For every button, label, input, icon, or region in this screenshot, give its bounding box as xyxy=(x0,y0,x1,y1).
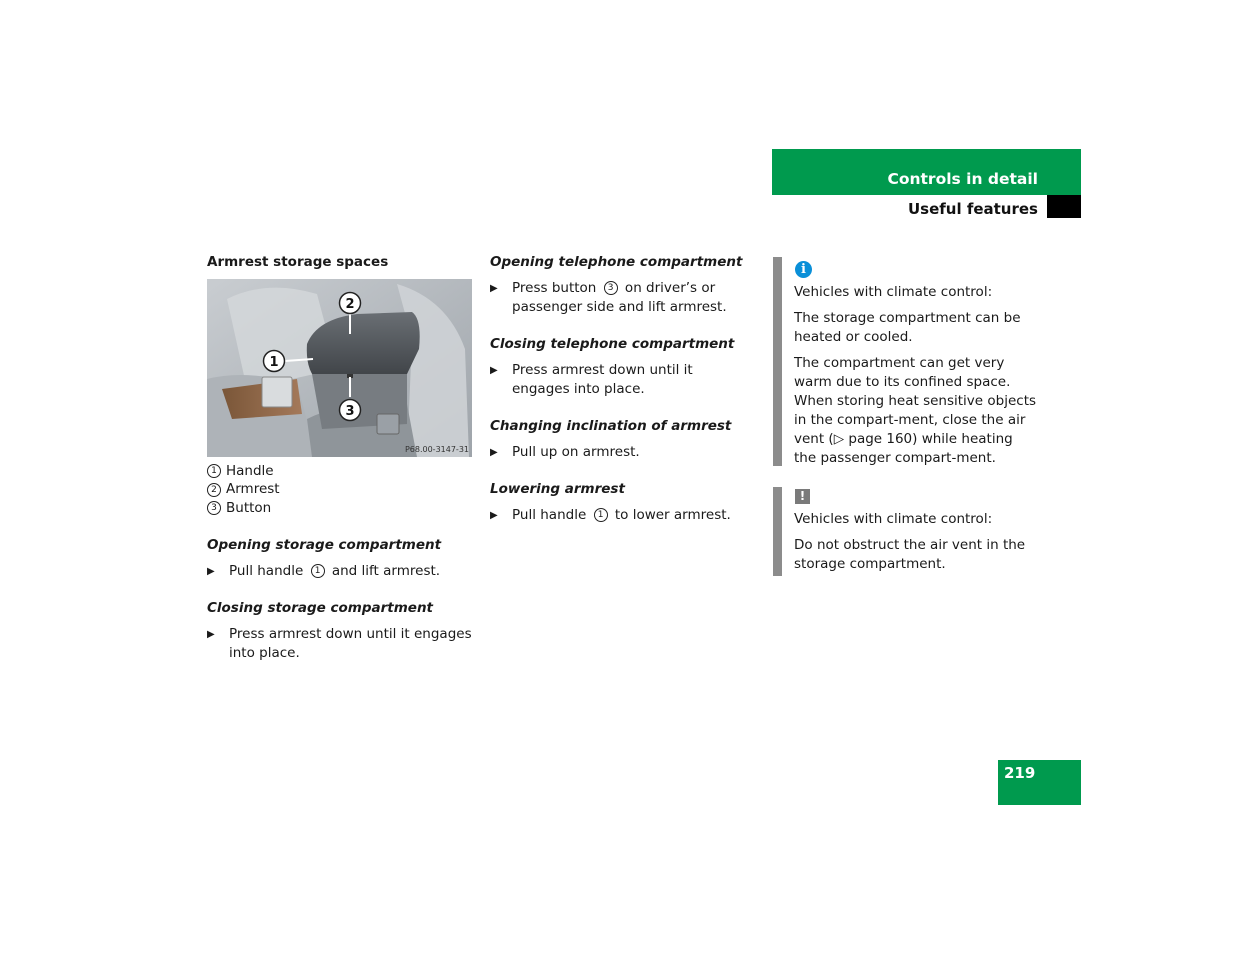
ref-number: 1 xyxy=(594,508,608,522)
section-title: Controls in detail xyxy=(887,170,1038,188)
svg-text:2: 2 xyxy=(345,297,355,312)
note-paragraph: Do not obstruct the air vent in the storage compartment. xyxy=(794,537,1026,572)
legend-item xyxy=(207,481,472,500)
section-subtitle: Closing storage compartment xyxy=(207,599,434,616)
section-subtitle: Opening storage compartment xyxy=(207,536,442,553)
figure-code: P68.00-3147-31 xyxy=(404,445,469,454)
page-number-box xyxy=(998,760,1081,805)
svg-text:3: 3 xyxy=(345,404,355,419)
legend-number: 3 xyxy=(207,501,221,515)
section-subtitle: Opening telephone compartment xyxy=(490,254,743,270)
instruction-step: ▶ Press armrest down until it engages into place. xyxy=(207,625,472,661)
armrest-heading: Armrest storage spaces xyxy=(207,254,389,270)
note-paragraph: Vehicles with climate control: xyxy=(794,511,993,527)
opening-telephone-section xyxy=(490,252,750,317)
subsection-title: Useful features xyxy=(907,200,1038,218)
page-number: 219 xyxy=(1004,764,1036,782)
instruction-step: ▶ Press armrest down until it engages into place. xyxy=(490,362,693,397)
armrest-illustration xyxy=(207,279,472,457)
bullet-arrow-icon: ▶ xyxy=(207,628,215,640)
note-paragraph: The storage compartment can be heated or cooled. xyxy=(794,310,1021,345)
legend-item xyxy=(207,499,472,518)
section-subtitle: Closing telephone compartment xyxy=(490,336,735,352)
svg-text:1: 1 xyxy=(269,355,279,370)
section-subtitle: Lowering armrest xyxy=(490,481,625,497)
bullet-arrow-icon: ▶ xyxy=(490,365,498,376)
instruction-step: ▶ Press button 3 on driver’s or passenger side and lift armrest. xyxy=(490,280,727,315)
ref-number: 1 xyxy=(311,564,325,578)
closing-telephone-section xyxy=(490,334,750,399)
left-column xyxy=(207,252,472,680)
ref-number: 3 xyxy=(604,281,618,295)
note-paragraph: Vehicles with climate control: xyxy=(794,284,993,300)
bullet-arrow-icon: ▶ xyxy=(490,447,498,458)
middle-column xyxy=(490,252,750,542)
instruction-step: ▶ Pull handle 1 to lower armrest. xyxy=(490,507,731,523)
legend-number: 1 xyxy=(207,464,221,478)
opening-storage-section xyxy=(207,535,472,581)
callout-3 xyxy=(340,400,361,421)
note-paragraph: The compartment can get very warm due to its confined space. When storing heat sensitive objects in the compart-ment, close the air vent (▷ page 160) while heating the passenger compart-ment. xyxy=(794,355,1037,466)
callout-1 xyxy=(264,351,285,372)
instruction-step: ▶ Pull handle 1 and lift armrest. xyxy=(207,562,441,579)
note-bar xyxy=(773,257,782,466)
legend-number: 2 xyxy=(207,483,221,497)
legend-label: Armrest xyxy=(226,481,280,498)
section-subtitle: Changing inclination of armrest xyxy=(490,418,732,434)
legend-label: Button xyxy=(226,499,272,516)
info-note xyxy=(773,257,1063,466)
note-bar xyxy=(773,487,782,576)
closing-storage-section xyxy=(207,598,472,663)
lowering-section xyxy=(490,479,750,525)
bullet-arrow-icon: ▶ xyxy=(490,510,498,521)
armrest-figure xyxy=(207,279,472,457)
info-note-body xyxy=(794,257,1039,475)
inclination-section xyxy=(490,416,750,462)
thumb-tab-marker xyxy=(1047,195,1081,218)
bullet-arrow-icon: ▶ xyxy=(490,283,498,294)
instruction-step: ▶ Pull up on armrest. xyxy=(490,444,640,460)
warning-note xyxy=(773,487,1063,576)
legend-list xyxy=(207,462,472,518)
callout-2 xyxy=(340,293,361,314)
info-icon: i xyxy=(795,261,812,278)
legend-item xyxy=(207,462,472,481)
bullet-arrow-icon: ▶ xyxy=(207,565,215,577)
legend-label: Handle xyxy=(226,462,274,479)
warning-icon: ! xyxy=(795,489,810,504)
warning-note-body xyxy=(794,487,1039,581)
